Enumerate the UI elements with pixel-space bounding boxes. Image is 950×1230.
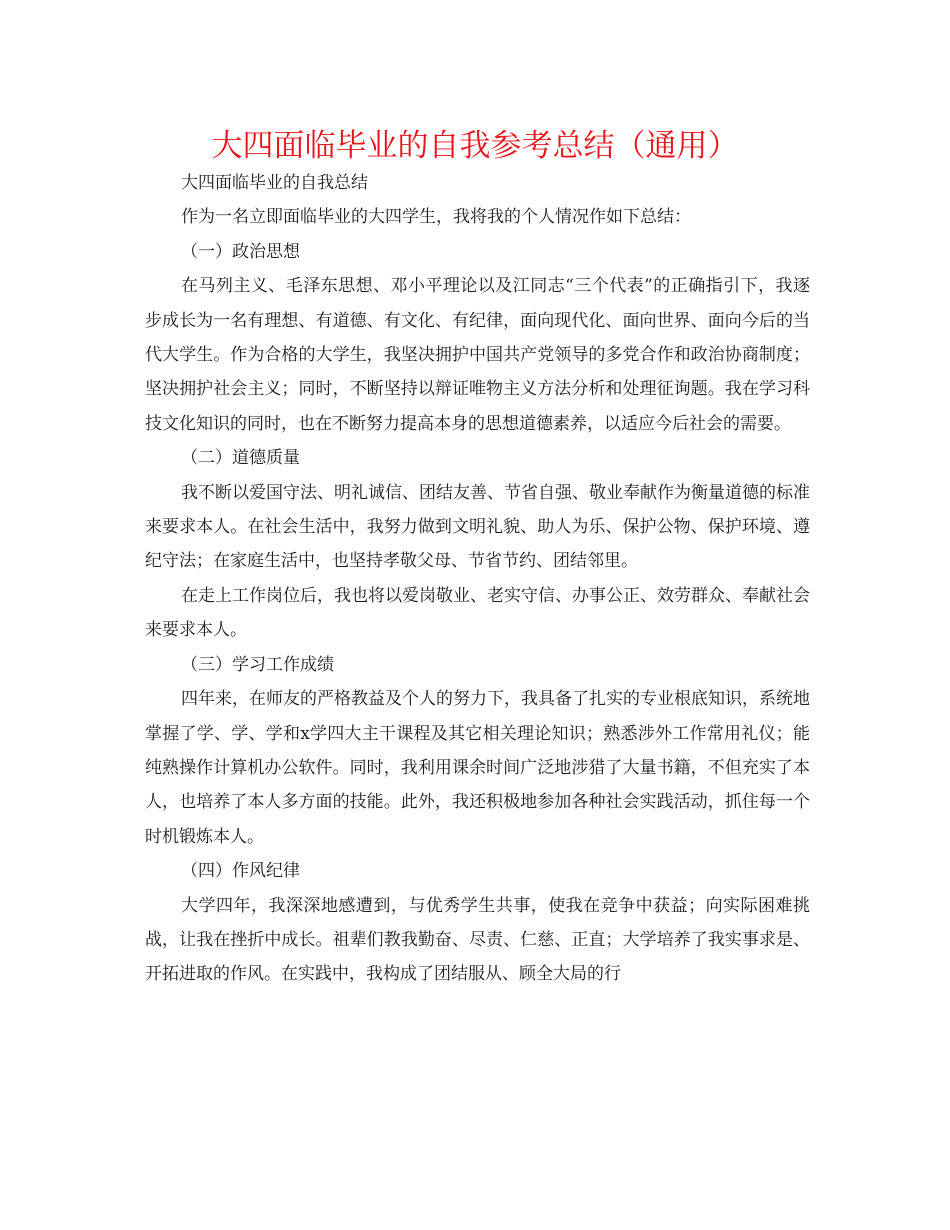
document-body — [145, 166, 810, 992]
section-heading-study: （三）学习工作成绩 — [181, 654, 334, 675]
paragraph-subtitle: 大四面临毕业的自我总结 — [181, 173, 368, 193]
paragraph-study: 四年来，在师友的严格教益及个人的努力下，我具备了扎实的专业根底知识，系统地掌握了学、学、学和x学四大主干课程及其它相关理论知识；熟悉涉外工作常用礼仪；能纯熟操作计算机办公软件。同时，我利用课余时间广泛地涉猎了大量书籍，不但充实了本人，也培养了本人多方面的技能。此外，我还积极地参加各种社会实践活动，抓住每一个时机锻炼本人。 — [145, 689, 810, 847]
paragraph-discipline: 大学四年，我深深地感遭到，与优秀学生共事，使我在竞争中获益；向实际困难挑战，让我在挫折中成长。祖辈们教我勤奋、尽责、仁慈、正直；大学培养了我实事求是、开拓进取的作风。在实践中，我构成了团结服从、顾全大局的行 — [145, 895, 810, 985]
section-heading-discipline: （四）作风纪律 — [181, 861, 300, 882]
paragraph-politics: 在马列主义、毛泽东思想、邓小平理论以及江同志“三个代表”的正确指引下，我逐步成长为一名有理想、有道德、有文化、有纪律，面向现代化、面向世界、面向今后的当代大学生。作为合格的大学生，我坚决拥护中国共产党领导的多党合作和政治协商制度；坚决拥护社会主义；同时，不断坚持以辩证唯物主义方法分析和处理征询题。我在学习科技文化知识的同时，也在不断努力提高本身的思想道德素养，以适应今后社会的需要。 — [145, 276, 810, 434]
section-heading-politics: （一）政治思想 — [181, 241, 300, 262]
paragraph-intro: 作为一名立即面临毕业的大四学生，我将我的个人情况作如下总结： — [181, 207, 691, 228]
paragraph-work-attitude: 在走上工作岗位后，我也将以爱岗敬业、老实守信、办事公正、效劳群众、奉献社会来要求本人。 — [145, 585, 810, 641]
document-title: 大四面临毕业的自我参考总结（通用） — [211, 128, 739, 164]
paragraph-morality: 我不断以爱国守法、明礼诚信、团结友善、节省自强、敬业奉献作为衡量道德的标准来要求本人。在社会生活中，我努力做到文明礼貌、助人为乐、保护公物、保护环境、遵纪守法；在家庭生活中，也坚持孝敬父母、节省节约、团结邻里。 — [145, 482, 810, 572]
section-heading-morality: （二）道德质量 — [181, 448, 300, 469]
